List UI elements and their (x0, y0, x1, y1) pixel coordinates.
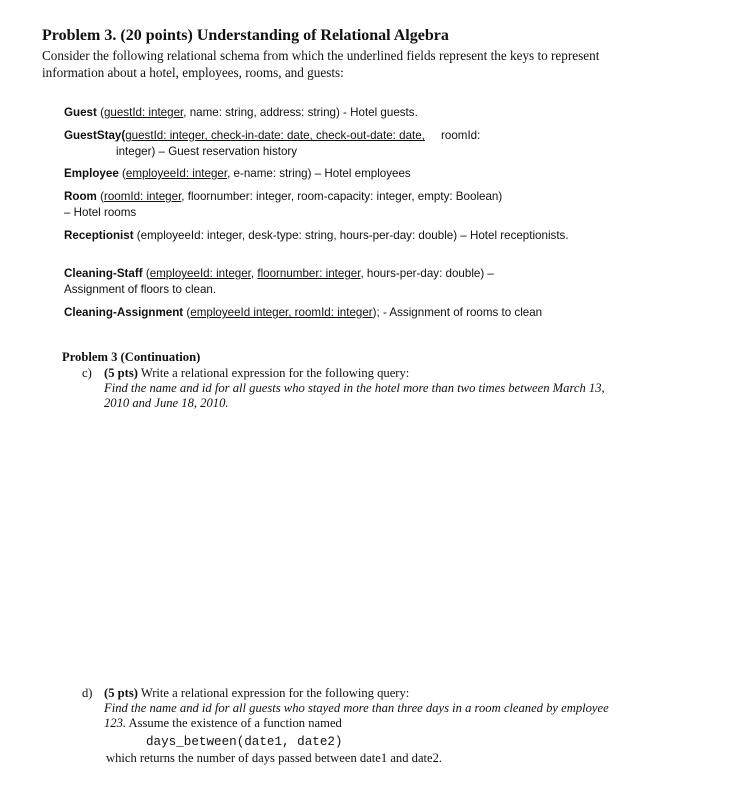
part-c-label: c) (82, 366, 92, 380)
instruction: Write a relational expression for the following query: (137, 366, 410, 380)
key-fields: employeeId integer, roomId: integer (190, 306, 373, 319)
attributes-continued: Assignment of floors to clean. (64, 282, 217, 296)
paren: ( (118, 167, 126, 180)
schema-room (64, 189, 594, 220)
continuation-heading: Problem 3 (Continuation) (62, 350, 201, 364)
attributes: (employeeId: integer, desk-type: string, hours-per-day: double) – Hotel receptionists. (133, 229, 569, 242)
schema-gueststay (64, 128, 594, 159)
attributes-continued: integer) – Guest reservation history (116, 144, 298, 158)
attributes: , name: string, address: string) - Hotel guests. (183, 106, 418, 119)
attributes: , e-name: string) – Hotel employees (227, 167, 411, 180)
query-text: Find the name and id for all guests who stayed in the hotel more than two times between March 13, 2010 and June 18, 2010. (104, 381, 605, 410)
part-d-label: d) (82, 686, 93, 700)
attributes: , hours-per-day: double) – (360, 267, 494, 280)
schema-cleaning-staff (64, 266, 594, 297)
problem-title: Problem 3. (20 points) Understanding of Relational Algebra (42, 27, 449, 44)
query-note: Assume the existence of a function named (126, 716, 342, 730)
problem-intro: Consider the following relational schema from which the underlined fields represent the keys to represent information about a hotel, employees, rooms, and guests: (42, 48, 600, 80)
relation-name: Cleaning-Staff (64, 267, 143, 280)
paren: ( (183, 306, 191, 319)
paren: ( (142, 267, 150, 280)
points: (5 pts) (104, 366, 138, 380)
schema-receptionist (64, 228, 594, 244)
relation-name: GuestStay( (64, 129, 126, 142)
relation-name: Guest (64, 106, 97, 119)
attributes: , floornumber: integer, room-capacity: integer, empty: Boolean) (181, 190, 503, 203)
schema-guest (64, 105, 594, 121)
relation-name: Room (64, 190, 97, 203)
attributes-continued: – Hotel rooms (64, 205, 137, 219)
relation-name: Employee (64, 167, 119, 180)
function-signature: days_between(date1, date2) (146, 735, 343, 749)
relation-name: Receptionist (64, 229, 134, 242)
key-fields: guestId: integer, check-in-date: date, check-out-date: date, (125, 129, 425, 142)
key-fields: employeeId: integer (125, 167, 228, 180)
schema-employee (64, 166, 594, 182)
key-fields: guestId: integer (103, 106, 184, 119)
key-fields: roomId: integer (103, 190, 182, 203)
paren: ( (96, 190, 104, 203)
key-field-2: floornumber: integer (257, 267, 361, 280)
points: (5 pts) (104, 686, 138, 700)
attributes: ); - Assignment of rooms to clean (372, 306, 543, 319)
part-d (104, 686, 624, 731)
attributes: roomId: (424, 129, 481, 142)
separator: , (250, 267, 258, 280)
query-text: Find the name and id for all guests who stayed more than three days in a room cleaned by employee 123. (104, 701, 609, 730)
relation-name: Cleaning-Assignment (64, 306, 184, 319)
part-c (104, 366, 624, 411)
function-description: which returns the number of days passed between date1 and date2. (106, 751, 443, 765)
key-field-1: employeeId: integer (149, 267, 251, 280)
instruction: Write a relational expression for the following query: (137, 686, 410, 700)
schema-cleaning-assignment (64, 305, 594, 321)
paren: ( (96, 106, 104, 119)
